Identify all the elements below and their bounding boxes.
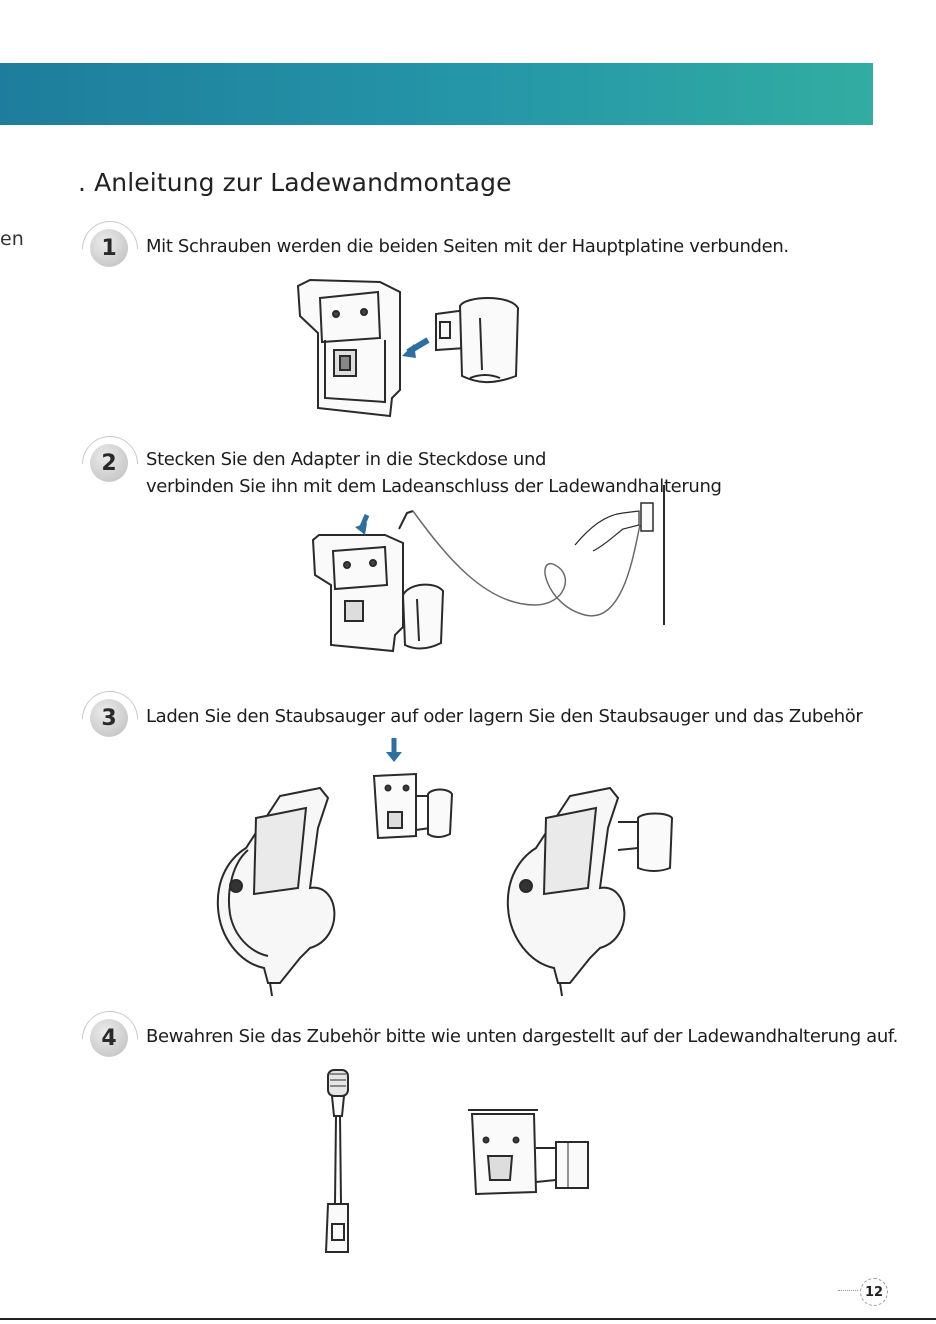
step-3-text <box>146 703 862 730</box>
step-1-badge: 1 <box>90 229 128 267</box>
bottom-rule <box>0 1318 936 1320</box>
header-band <box>0 63 873 125</box>
cut-off-text-fragment: en <box>0 228 24 250</box>
step-4-illustration <box>310 1064 600 1259</box>
step-2-badge: 2 <box>90 444 128 482</box>
step-4-badge: 4 <box>90 1019 128 1057</box>
step-4-text <box>146 1023 898 1050</box>
step-3-illustration <box>210 738 690 998</box>
step-2-line-2: verbinden Sie ihn mit dem Ladeanschluss der Ladewandhalterung <box>146 476 722 497</box>
step-1-text <box>146 233 789 260</box>
step-3-badge: 3 <box>90 699 128 737</box>
step-1-line-1: Mit Schrauben werden die beiden Seiten mit der Hauptplatine verbunden. <box>146 236 789 257</box>
step-3-line-1: Laden Sie den Staubsauger auf oder lagern Sie den Staubsauger und das Zubehör <box>146 706 863 727</box>
step-2-illustration <box>305 485 675 665</box>
page-number-leader <box>838 1290 858 1291</box>
page-number: 12 <box>860 1278 888 1306</box>
section-title: . Anleitung zur Ladewandmontage <box>78 168 512 197</box>
step-2-line-1: Stecken Sie den Adapter in die Steckdose und <box>146 449 547 470</box>
step-4-line-1: Bewahren Sie das Zubehör bitte wie unten dargestellt auf der Ladewandhalterung auf. <box>146 1026 898 1047</box>
step-1-illustration <box>290 278 530 423</box>
